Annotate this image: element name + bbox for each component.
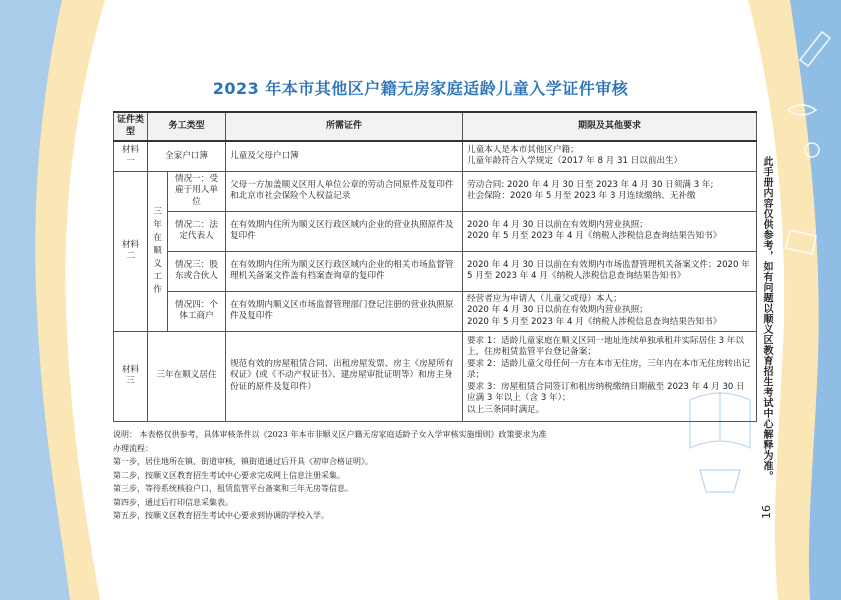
note-line: 第一步，居住地所在镇、街道审核，镇街道通过后开具《初审合格证明》。 [113, 457, 373, 466]
table-row [114, 141, 757, 171]
page-number: 16 [760, 505, 773, 519]
required-docs: 父母一方加盖顺义区用人单位公章的劳动合同原件及复印件和北京市社会保险个人权益记录 [226, 171, 463, 211]
note-line: 办理流程： [113, 443, 153, 453]
requirements: 2020 年 4 月 30 日以前在有效期内营业执照； 2020 年 5 月至 2023 年 4 月《纳税人涉税信息查询结果告知书》 [463, 211, 757, 251]
table-header-row [114, 112, 757, 141]
work-type: 三年在顺义居住 [148, 331, 226, 421]
requirements: 2020 年 4 月 30 日以前在有效期内市场监督管理机关备案文件；2020 年 5 月至 2023 年 4 月《纳税人涉税信息查询结果告知书》 [463, 251, 757, 291]
table-row [114, 211, 757, 251]
required-docs: 在有效期内顺义区市场监督管理部门登记注册的营业执照原件及复印件 [226, 291, 463, 331]
note-line: 第五步，按顺义区教育招生考试中心要求到协调的学校入学。 [113, 511, 329, 520]
certificate-table [113, 111, 757, 422]
requirements: 劳动合同: 2020 年 4 月 30 日至 2023 年 4 月 30 日须满 3 年; 社会保险：2020 年 5 月至 2023 年 3 月连续缴纳、无补缴 [463, 171, 757, 211]
side-disclaimer: 此手册内容仅供参考，如有问题以顺义区教育招生考试中心解释为准。 [761, 156, 772, 482]
header-work-type: 务工类型 [148, 112, 226, 141]
case-type: 情况三：股东或合伙人 [168, 251, 226, 291]
case-type: 情况二：法定代表人 [168, 211, 226, 251]
case-type: 情况四：个体工商户 [168, 291, 226, 331]
table-row [114, 251, 757, 291]
requirements: 儿童本人是本市其他区户籍； 儿童年龄符合入学规定（2017 年 8 月 31 日以前出生） [463, 141, 757, 171]
header-required-docs: 所需证件 [226, 112, 463, 141]
table-row [114, 291, 757, 331]
material-type: 材料三 [114, 331, 148, 421]
table-row [114, 331, 757, 421]
case-type: 情况一：受雇于用人单位 [168, 171, 226, 211]
note-line: 说明： 本表格仅供参考，具体审核条件以《2023 年本市非顺义区户籍无房家庭适龄子女入学审核实施细则》政策要求为准 [113, 430, 547, 439]
note-line: 第四步，通过后打印信息采集表。 [113, 497, 233, 507]
table-row [114, 171, 757, 211]
process-notes [113, 428, 723, 523]
required-docs: 规范有效的房屋租赁合同、出租房屋发票、房主《房屋所有权证》(或《不动产权证书》、建房屋审批证明等）和房主身份证的原件及复印件） [226, 331, 463, 421]
required-docs: 在有效期内住所为顺义区行政区域内企业的相关市场监督管理机关备案文件盖有档案查询章的复印件 [226, 251, 463, 291]
requirements: 要求 1：适龄儿童家庭在顺义区同一地址连续单独承租并实际居住 3 年以上，住房租赁监管平台登记备案； 要求 2：适龄儿童父母任何一方在本市无住房，三年内在本市无住房转出记录； 要求 3：房屋租赁合同签订和租房纳税缴纳日期截至 2023 年 4 月 30 日应满 3 年以上（含 3 年）； 以上三条同时满足。 [463, 331, 757, 421]
note-line: 第二步，按顺义区教育招生考试中心要求完成网上信息注册采集。 [113, 470, 345, 480]
required-docs: 儿童及父母户口簿 [226, 141, 463, 171]
material-type: 材料二 [114, 171, 148, 331]
header-cert-type: 证件类型 [114, 112, 148, 141]
required-docs: 在有效期内住所为顺义区行政区域内企业的营业执照原件及复印件 [226, 211, 463, 251]
note-line: 第三步，等待系统核验户口，租赁监管平台备案和三年无房等信息。 [113, 484, 353, 493]
work-group: 三年在顺义工作 [148, 171, 168, 331]
header-requirements: 期限及其他要求 [463, 112, 757, 141]
requirements: 经营者应为申请人（儿童父或母）本人； 2020 年 4 月 30 日以前在有效期内营业执照； 2020 年 5 月至 2023 年 4 月《纳税人涉税信息查询结果告知书》 [463, 291, 757, 331]
work-type: 全家户口簿 [148, 141, 226, 171]
material-type: 材料一 [114, 141, 148, 171]
page-title: 2023 年本市其他区户籍无房家庭适龄儿童入学证件审核 [212, 79, 629, 98]
